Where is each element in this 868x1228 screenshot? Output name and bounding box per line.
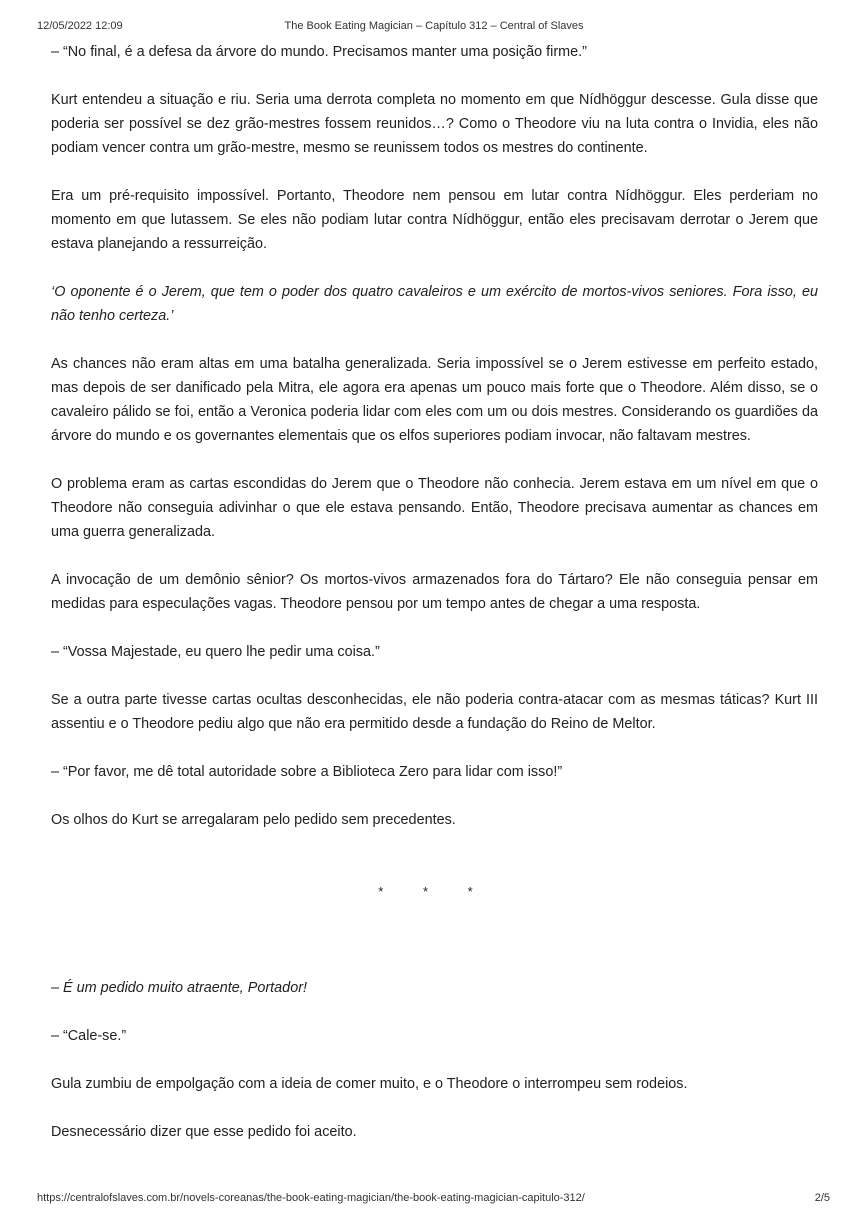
paragraph: – “Vossa Majestade, eu quero lhe pedir uma coisa.” xyxy=(51,644,380,660)
paragraph: Gula zumbiu de empolgação com a ideia de comer muito, e o Theodore o interrompeu sem rodeios. xyxy=(51,1076,688,1092)
paragraph: As chances não eram altas em uma batalha generalizada. Seria impossível se o Jerem estivesse em perfeito estado, mas depois de ser danificado pela Mitra, ele agora era apenas um pouco mais forte que o Theodore. Além disso, se o cavaleiro pálido se foi, então a Veronica poderia lidar com eles com um ou dois mestres. Considerando os guardiões da árvore do mundo e os governantes elementais que os elfos superiores podiam invocar, não faltavam mestres. xyxy=(51,356,818,444)
paragraph: A invocação de um demônio sênior? Os mortos-vivos armazenados fora do Tártaro? Ele não conseguia pensar em medidas para especulações vagas. Theodore pensou por um tempo antes de chegar a uma resposta. xyxy=(51,572,818,612)
chapter-content xyxy=(51,40,818,1168)
paragraph: Se a outra parte tivesse cartas ocultas desconhecidas, ele não poderia contra-atacar com as mesmas táticas? Kurt III assentiu e o Theodore pediu algo que não era permitido desde a fundação do Reino de Meltor. xyxy=(51,692,818,732)
paragraph: – “Cale-se.” xyxy=(51,1028,127,1044)
scene-separator: * * * xyxy=(378,884,491,899)
paragraph: Os olhos do Kurt se arregalaram pelo pedido sem precedentes. xyxy=(51,812,456,828)
paragraph: – “No final, é a defesa da árvore do mundo. Precisamos manter uma posição firme.” xyxy=(51,44,587,60)
italic-dialogue-paragraph: – É um pedido muito atraente, Portador! xyxy=(51,980,307,996)
italic-thought-paragraph: ‘O oponente é o Jerem, que tem o poder dos quatro cavaleiros e um exército de mortos-vivos seniores. Fora isso, eu não tenho certeza.’ xyxy=(51,284,818,324)
print-source-url: https://centralofslaves.com.br/novels-coreanas/the-book-eating-magician/the-book-eating-magician-capitulo-312/ xyxy=(37,1192,585,1204)
print-page-title: The Book Eating Magician – Capítulo 312 – Central of Slaves xyxy=(284,20,584,32)
print-page-number: 2/5 xyxy=(814,1192,830,1204)
print-datetime: 12/05/2022 12:09 xyxy=(37,20,123,32)
paragraph: Kurt entendeu a situação e riu. Seria uma derrota completa no momento em que Nídhöggur descesse. Gula disse que poderia ser possível se dez grão-mestres fossem reunidos…? Como o Theodore viu na luta contra o Invidia, eles não podiam vencer contra um grão-mestre, mesmo se reunissem todos os mestres do continente. xyxy=(51,92,818,156)
paragraph: – “Por favor, me dê total autoridade sobre a Biblioteca Zero para lidar com isso!” xyxy=(51,764,563,780)
paragraph: O problema eram as cartas escondidas do Jerem que o Theodore não conhecia. Jerem estava em um nível em que o Theodore não conseguia adivinhar o que ele estava pensando. Então, Theodore precisava aumentar as chances em uma guerra generalizada. xyxy=(51,476,818,540)
paragraph: Era um pré-requisito impossível. Portanto, Theodore nem pensou em lutar contra Nídhöggur. Eles perderiam no momento em que lutassem. Se eles não podiam lutar contra Nídhöggur, então eles precisavam derrotar o Jerem que estava planejando a ressurreição. xyxy=(51,188,818,252)
paragraph: Desnecessário dizer que esse pedido foi aceito. xyxy=(51,1124,357,1140)
